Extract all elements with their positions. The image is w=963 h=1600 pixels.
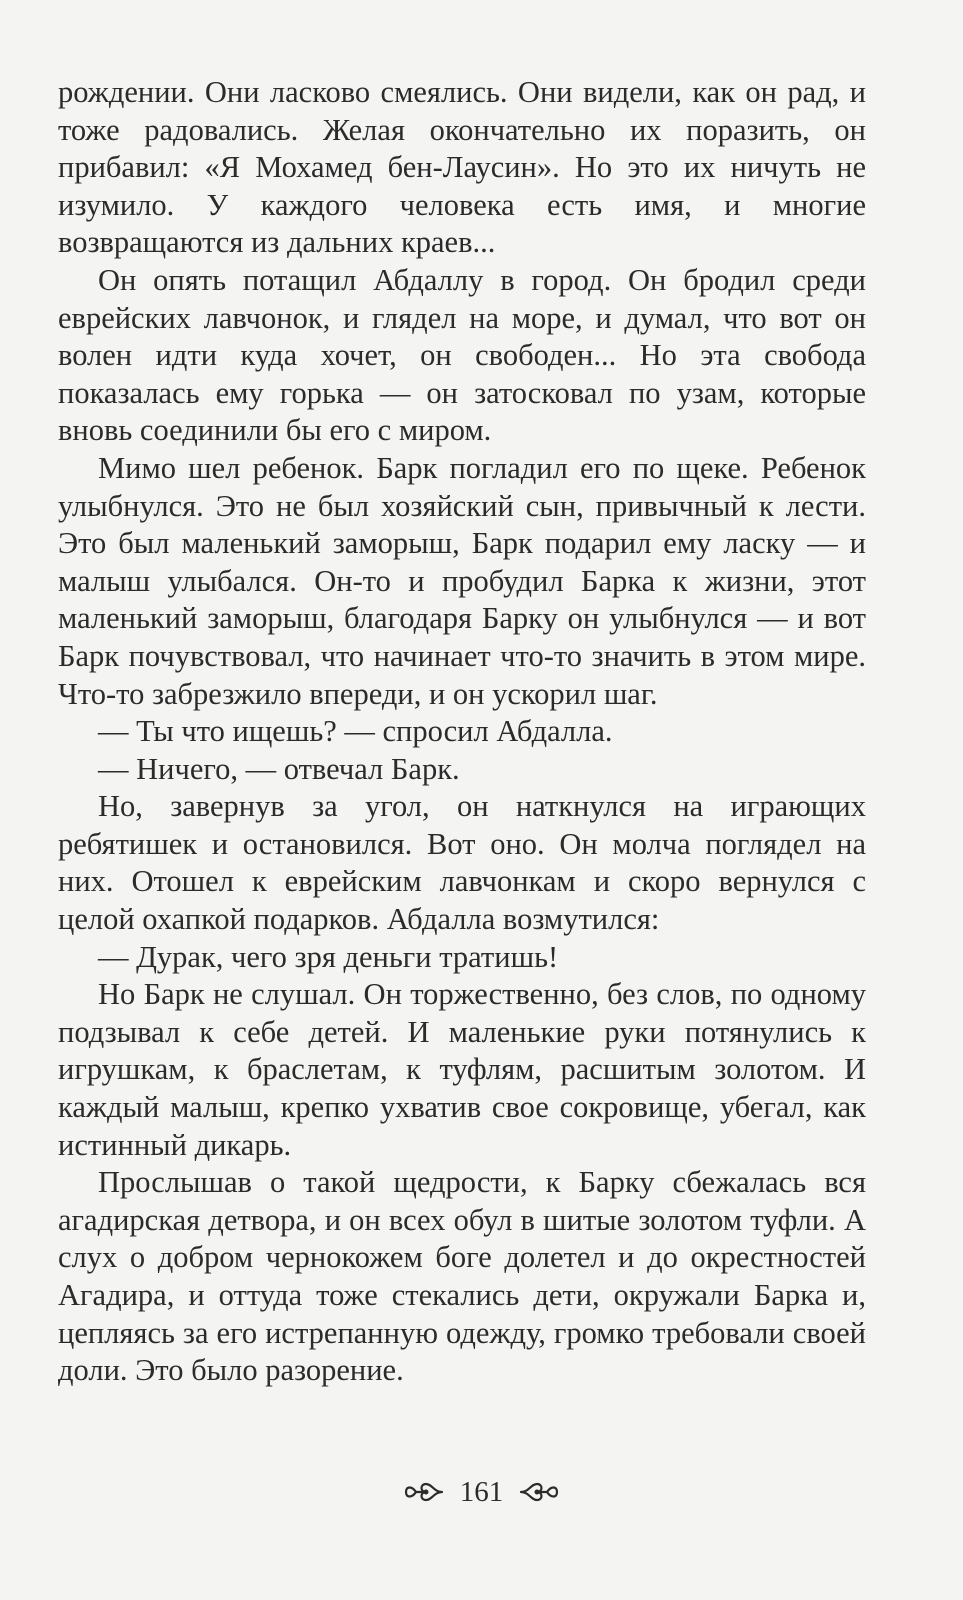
paragraph: Но Барк не слушал. Он торжественно, без слов, по одному подзывал к себе детей. И маленькие руки потянулись к игрушкам, к браслетам, к туфлям, расшитым золотом. И каждый малыш, крепко ухватив свое сокровище, убегал, как истинный дикарь. bbox=[58, 977, 866, 1162]
paragraph: Но, завернув за угол, он наткнулся на играющих ребятишек и остановился. Вот оно. Он молча поглядел на них. Отошел к еврейским лавчонкам и скоро вернулся с целой охапкой подарков. Абдалла возмутился: bbox=[58, 789, 866, 937]
floral-ornament-icon bbox=[517, 1478, 561, 1506]
dialogue-line: — Ничего, — отвечал Барк. bbox=[98, 751, 460, 786]
page-number: 161 bbox=[459, 1475, 504, 1508]
paragraph: Прослышав о такой щедрости, к Барку сбежалась вся агадирская детвора, и он всех обул в шитые золотом туфли. А слух о добром чернокожем боге долетел и до окрестностей Агадира, и оттуда тоже стекались дети, окружали Барка и, цепляясь за его истрепанную одежду, громко требовали своей доли. Это было разорение. bbox=[58, 1165, 866, 1388]
floral-ornament-icon bbox=[402, 1478, 446, 1506]
page-footer bbox=[0, 1470, 963, 1514]
paragraph: рождении. Они ласково смеялись. Они видели, как он рад, и тоже радовались. Желая окончательно их поразить, он прибавил: «Я Мохамед бен-Лаусин». Но это их ничуть не изумило. У каждого человека есть имя, и многие возвращаются из дальних краев... bbox=[58, 75, 866, 260]
dialogue-line: — Ты что ищешь? — спросил Абдалла. bbox=[98, 714, 613, 749]
body-text bbox=[58, 74, 866, 1390]
dialogue-line: — Дурак, чего зря деньги тратишь! bbox=[98, 939, 559, 974]
paragraph: Он опять потащил Абдаллу в город. Он бродил среди еврейских лавчонок, и глядел на море, и думал, что вот он волен идти куда хочет, он свободен... Но эта свобода показалась ему горька — он затосковал по узам, которые вновь соединили бы его с миром. bbox=[58, 262, 866, 448]
paragraph: Мимо шел ребенок. Барк погладил его по щеке. Ребенок улыбнулся. Это не был хозяйский сын, привычный к лести. Это был маленький заморыш, Барк подарил ему ласку — и малыш улыбался. Он-то и пробудил Барка к жизни, этот маленький заморыш, благодаря Барку он улыбнулся — и вот Барк почувствовал, что начинает что-то значить в этом мире. Что-то забрезжило впереди, и он ускорил шаг. bbox=[58, 450, 866, 711]
